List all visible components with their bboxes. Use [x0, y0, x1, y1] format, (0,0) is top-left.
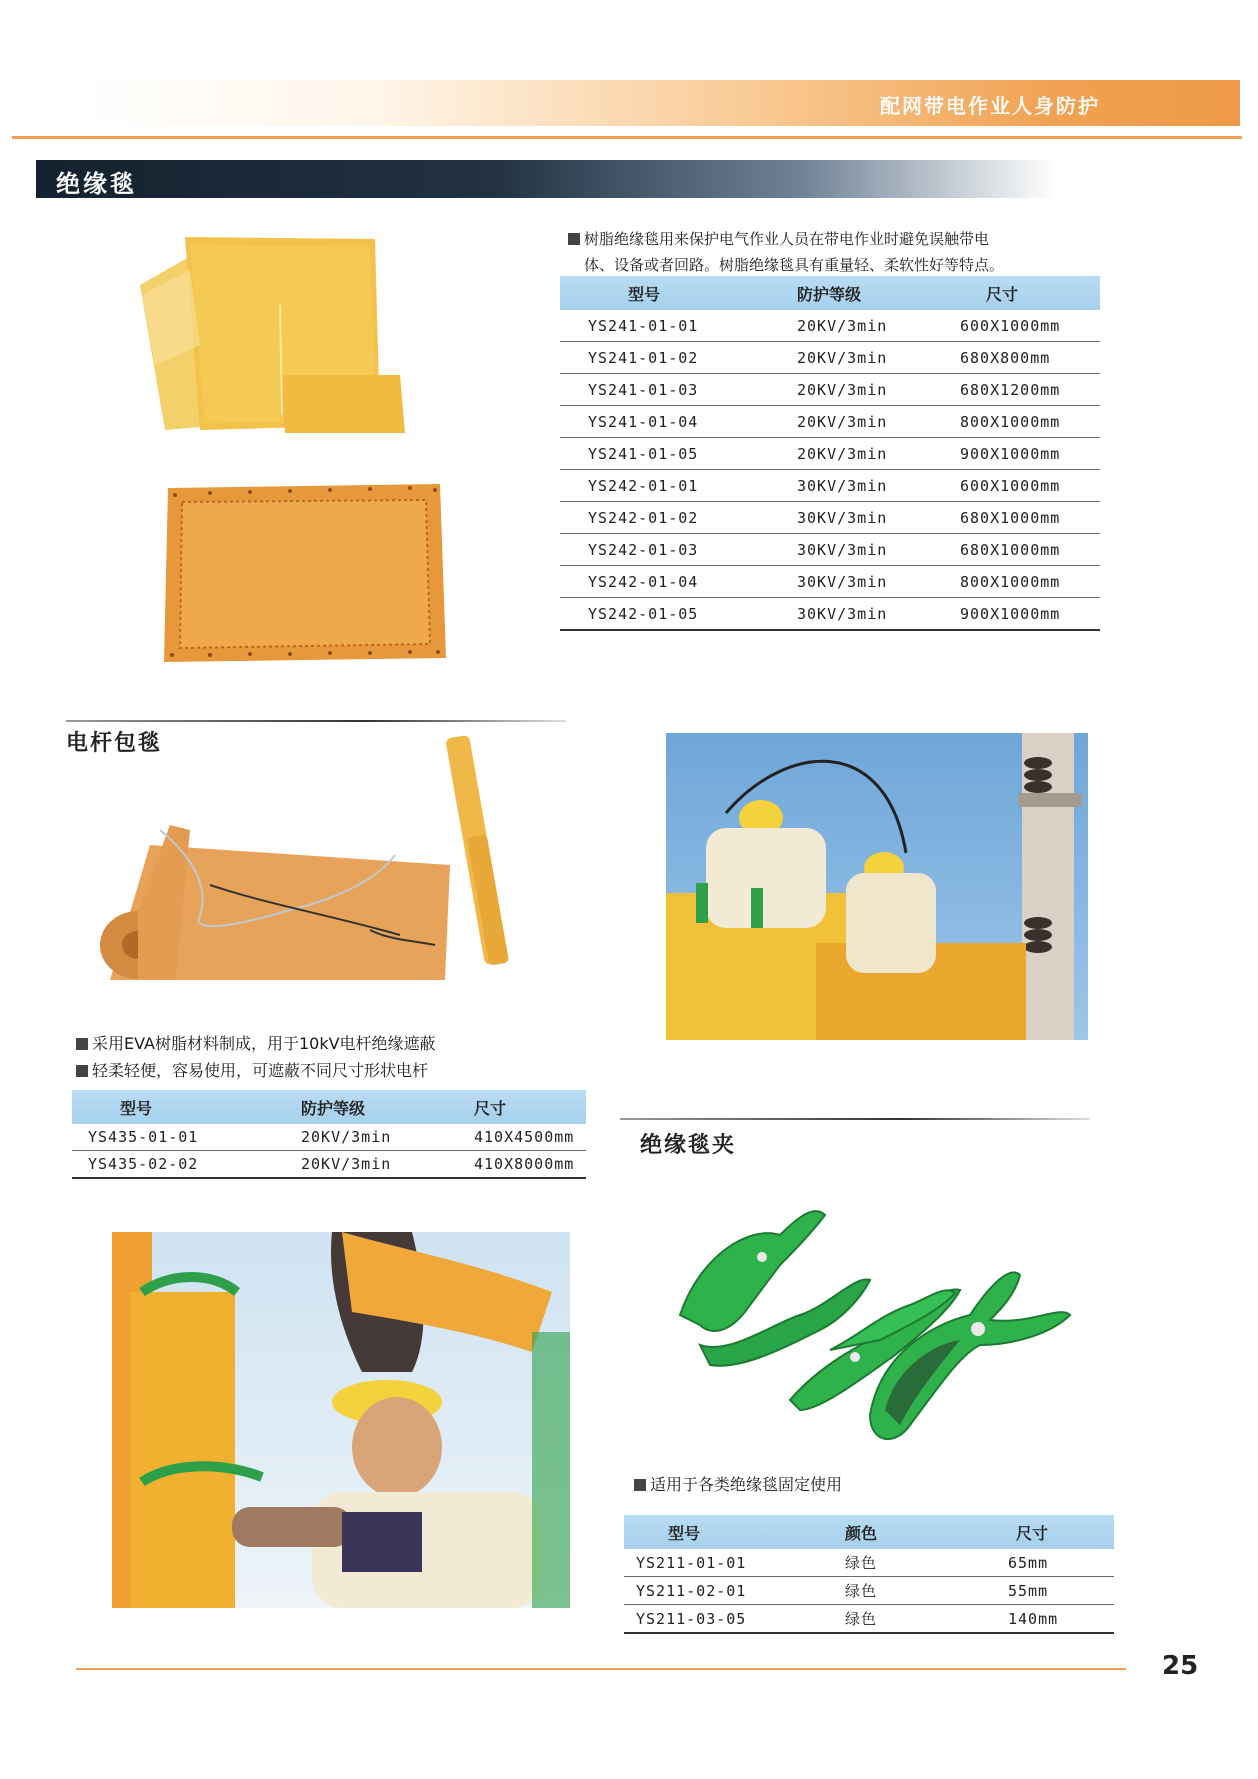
clip-spec-table	[624, 1515, 1114, 1634]
table-cell: 30KV/3min	[781, 470, 944, 502]
bullet-square	[568, 233, 580, 245]
pole-blanket-title: 电杆包毯	[66, 731, 163, 756]
table-row	[72, 1124, 586, 1151]
table-cell: YS435-01-01	[72, 1124, 297, 1151]
pole-bullets	[76, 1030, 436, 1084]
table-cell: 30KV/3min	[781, 502, 944, 534]
table-cell: 绿色	[831, 1605, 976, 1634]
table-cell: YS241-01-03	[560, 374, 781, 406]
main-description	[568, 226, 1098, 278]
table-cell: 30KV/3min	[781, 598, 944, 631]
bullet-square	[76, 1038, 88, 1050]
table-cell: 20KV/3min	[297, 1151, 462, 1179]
table-header: 尺寸	[976, 1515, 1114, 1549]
table-row	[560, 342, 1100, 374]
table-row	[624, 1605, 1114, 1634]
table-cell: 900X1000mm	[944, 438, 1100, 470]
table-cell: 20KV/3min	[781, 438, 944, 470]
table-header: 型号	[560, 276, 781, 310]
blanket-spec-table	[560, 276, 1100, 631]
table-row	[560, 374, 1100, 406]
table-row	[560, 598, 1100, 631]
table-cell: 55mm	[976, 1577, 1114, 1605]
table-cell: 20KV/3min	[781, 342, 944, 374]
table-header: 防护等级	[297, 1090, 462, 1124]
pole-bullet-2: 轻柔轻便，容易使用，可遮蔽不同尺寸形状电杆	[92, 1061, 429, 1080]
bullet-square	[634, 1479, 646, 1491]
table-cell: 20KV/3min	[781, 374, 944, 406]
clip-bullets	[634, 1472, 842, 1498]
table-cell: 800X1000mm	[944, 406, 1100, 438]
section-title: 绝缘毯	[56, 170, 137, 198]
table-cell: YS241-01-01	[560, 310, 781, 342]
table-row	[560, 566, 1100, 598]
table-cell: 680X800mm	[944, 342, 1100, 374]
main-description-line2: 体、设备或者回路。树脂绝缘毯具有重量轻、柔软性好等特点。	[584, 256, 1005, 274]
table-row	[624, 1577, 1114, 1605]
table-cell: 20KV/3min	[781, 310, 944, 342]
table-header: 尺寸	[462, 1090, 586, 1124]
table-row	[624, 1549, 1114, 1577]
clip-title: 绝缘毯夹	[640, 1133, 737, 1158]
table-cell: YS241-01-04	[560, 406, 781, 438]
table-cell: 600X1000mm	[944, 470, 1100, 502]
table-cell: YS211-01-01	[624, 1549, 831, 1577]
table-header: 防护等级	[781, 276, 944, 310]
pole-spec-table	[72, 1090, 586, 1179]
table-cell: 680X1200mm	[944, 374, 1100, 406]
table-cell: YS435-02-02	[72, 1151, 297, 1179]
table-cell: 30KV/3min	[781, 534, 944, 566]
table-cell: 绿色	[831, 1549, 976, 1577]
table-cell: YS242-01-04	[560, 566, 781, 598]
table-row	[560, 310, 1100, 342]
table-cell: YS241-01-05	[560, 438, 781, 470]
blanket-clips-image	[670, 1185, 1080, 1445]
table-row	[72, 1151, 586, 1179]
table-header-row	[560, 276, 1100, 310]
table-header: 型号	[624, 1515, 831, 1549]
bottom-divider	[76, 1668, 1126, 1670]
table-cell: 900X1000mm	[944, 598, 1100, 631]
table-cell: YS241-01-02	[560, 342, 781, 374]
table-cell: 800X1000mm	[944, 566, 1100, 598]
table-cell: 30KV/3min	[781, 566, 944, 598]
clip-bullet-1: 适用于各类绝缘毯固定使用	[650, 1475, 843, 1494]
table-cell: 140mm	[976, 1605, 1114, 1634]
table-header: 颜色	[831, 1515, 976, 1549]
table-header-row	[72, 1090, 586, 1124]
table-cell: 20KV/3min	[297, 1124, 462, 1151]
table-cell: 600X1000mm	[944, 310, 1100, 342]
table-row	[560, 502, 1100, 534]
workers-on-bucket-photo	[666, 733, 1088, 1040]
orange-blanket-image	[160, 480, 450, 665]
table-cell: YS242-01-05	[560, 598, 781, 631]
top-banner	[80, 80, 1240, 126]
table-row	[560, 534, 1100, 566]
table-cell: YS211-02-01	[624, 1577, 831, 1605]
page-number: 25	[1162, 1651, 1199, 1681]
top-divider	[12, 136, 1242, 139]
pole-section-rule	[66, 720, 566, 722]
table-row	[560, 470, 1100, 502]
table-row	[560, 406, 1100, 438]
table-cell: 410X8000mm	[462, 1151, 586, 1179]
table-header-row	[624, 1515, 1114, 1549]
clip-section-rule	[620, 1118, 1090, 1120]
section-title-bar	[36, 160, 1056, 198]
table-row	[560, 438, 1100, 470]
table-cell: 680X1000mm	[944, 534, 1100, 566]
pole-bullet-1: 采用EVA树脂材料制成，用于10kV电杆绝缘遮蔽	[92, 1034, 436, 1053]
worker-with-pole-blanket-photo	[112, 1232, 570, 1608]
yellow-blanket-image	[130, 225, 430, 435]
table-header: 型号	[72, 1090, 297, 1124]
banner-title: 配网带电作业人身防护	[880, 94, 1100, 118]
table-cell: 20KV/3min	[781, 406, 944, 438]
table-cell: YS242-01-02	[560, 502, 781, 534]
table-cell: 680X1000mm	[944, 502, 1100, 534]
table-cell: YS211-03-05	[624, 1605, 831, 1634]
table-cell: 绿色	[831, 1577, 976, 1605]
table-cell: YS242-01-03	[560, 534, 781, 566]
main-description-line1: 树脂绝缘毯用来保护电气作业人员在带电作业时避免误触带电	[584, 230, 990, 248]
pole-blanket-image	[90, 735, 550, 985]
bullet-square	[76, 1065, 88, 1077]
table-cell: YS242-01-01	[560, 470, 781, 502]
table-cell: 410X4500mm	[462, 1124, 586, 1151]
table-header: 尺寸	[944, 276, 1100, 310]
table-cell: 65mm	[976, 1549, 1114, 1577]
